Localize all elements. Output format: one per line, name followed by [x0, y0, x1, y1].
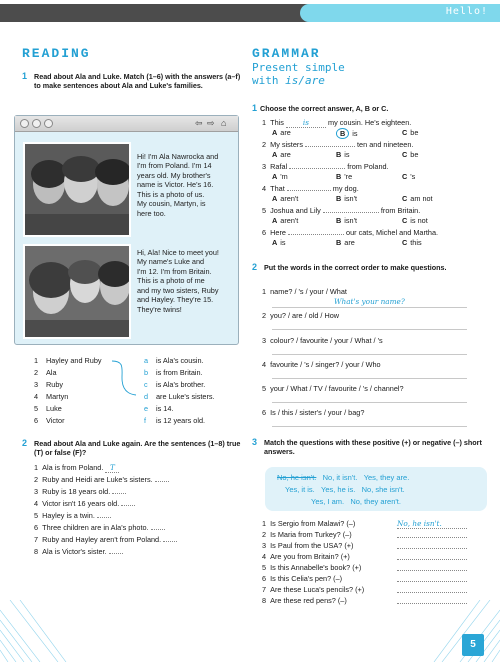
scrambled-words: name? / 's / your / What [270, 287, 347, 296]
short-answer-field[interactable] [397, 530, 467, 538]
tf-sentence: Ala is from Poland. [42, 463, 104, 472]
luke-family-photo [23, 244, 131, 339]
option-c[interactable]: C be [402, 150, 419, 159]
short-answer-field[interactable] [397, 574, 467, 582]
option-a[interactable]: A are [272, 150, 291, 159]
option-a[interactable]: A aren't [272, 216, 299, 225]
reading-ex1-instruction: 1 Read about Ala and Luke. Match (1–6) with the answers (a–f) to make sentences about Ala and Luke's families. [22, 71, 241, 90]
match-right-item: are Luke's sisters. [156, 392, 215, 401]
short-answer-field[interactable] [397, 552, 467, 560]
mc-fill-field[interactable] [289, 168, 345, 169]
answer-line[interactable] [272, 426, 467, 427]
scrambled-words: colour? / favourite / your / What / 's [270, 336, 383, 345]
match-num: 1 [34, 356, 39, 365]
word-order-list: 1 name? / 's / your / What What's your name? 2 you? / are / old / How 3 colour? / favourite / your / What / 's 4 favourite / 's / singer? / your / Who 5 your / What / TV / favourite / 's / channel? 6 Is / this / sister's / your / bag? [262, 287, 492, 437]
grammar-ex1-instruction: 1 Choose the correct answer, A, B or C. [252, 103, 389, 113]
short-answer-field[interactable] [397, 563, 467, 571]
match-left-item: Martyn [46, 392, 69, 401]
short-answer-option: Yes, they are. [363, 473, 410, 482]
short-answer-option: No, he isn't. [277, 473, 317, 482]
match-right-item: is from Britain. [156, 368, 203, 377]
ala-family-photo [23, 142, 131, 237]
match-connector-line [112, 358, 137, 398]
page-number: 5 [462, 634, 484, 656]
luke-post: Hi, Ala! Nice to meet you! My name's Luke and I'm 12. I'm from Britain. This is a photo of me and my two sisters, Ruby and Hayley. They're 15. They're twins! [137, 248, 219, 314]
short-answer-questions: 1 Is Sergio from Malawi? (–) No, he isn't. 2 Is Maria from Turkey? (–) 3 Is Paul from the USA? (+) 4 Are you from Britain? (+) 5 Is this Annabelle's book? (+) 6 Is this Celia's pen? (–) 7 Are these Luca's pencils? (+) 8 Are these red pens? (–) [262, 519, 492, 615]
match-num: 2 [34, 368, 39, 377]
short-answer-option: Yes, it is. [285, 485, 315, 494]
option-c[interactable]: C this [402, 238, 422, 247]
reading-title: READING [22, 46, 91, 61]
answer-line[interactable] [272, 329, 467, 330]
option-b[interactable]: B is [336, 150, 350, 159]
tf-answer-field[interactable] [151, 529, 165, 530]
match-left-item: Luke [46, 404, 62, 413]
forward-arrow-icon[interactable]: ⇨ [207, 118, 215, 128]
answer-line[interactable] [272, 402, 467, 403]
option-a[interactable]: A are [272, 128, 291, 137]
match-left-item: Victor [46, 416, 65, 425]
tf-sentence: Victor isn't 16 years old. [42, 499, 120, 508]
tf-sentence: Ruby and Heidi are Luke's sisters. [42, 475, 153, 484]
answer-line[interactable] [272, 378, 467, 379]
option-b[interactable]: B is [336, 128, 358, 139]
mc-fill-field[interactable] [287, 190, 331, 191]
scrambled-words: Is / this / sister's / your / bag? [270, 408, 365, 417]
scrambled-words: you? / are / old / How [270, 311, 340, 320]
tf-answer-field[interactable] [163, 541, 177, 542]
multiple-choice-list: 1 This is my cousin. He's eighteen. A are B is C be 2 My sisters ten and nineteen. A are B is C be 3 Rafal from Poland. A 'm B 're C 's 4 That my dog. A aren't B isn't C am not 5 Joshua and Lily from Britain. A aren't B isn't C is not 6 Here our cats, Michel and Martha. A is B are C this [262, 118, 439, 247]
top-banner [0, 4, 500, 22]
tf-sentence: Ruby and Hayley aren't from Poland. [42, 535, 162, 544]
short-answer-option: Yes, I am. [311, 497, 345, 506]
question-text: Is this Annabelle's book? (+) [270, 563, 362, 572]
window-button-icon[interactable] [32, 119, 41, 128]
matching-list: 1 Hayley and Ruby 2 Ala 3 Ruby 4 Martyn 5 Luke 6 Victor a is Ala's cousin. b is from Britain. c is Ala's brother. d are Luke's sisters. e is 14. f is 12 years old. [34, 356, 215, 425]
tf-sentence: Three children are in Ala's photo. [42, 523, 149, 532]
match-left-item: Hayley and Ruby [46, 356, 102, 365]
browser-window [14, 115, 239, 345]
option-b[interactable]: B isn't [336, 216, 358, 225]
match-num: 5 [34, 404, 39, 413]
question-text: Are you from Britain? (+) [270, 552, 350, 561]
option-c[interactable]: C is not [402, 216, 428, 225]
question-text: Is Maria from Turkey? (–) [270, 530, 352, 539]
short-answer-field[interactable] [397, 585, 467, 593]
tf-answer-field[interactable] [155, 481, 169, 482]
browser-toolbar [15, 116, 238, 132]
match-right-item: is Ala's cousin. [156, 356, 204, 365]
reading-ex2-instruction: 2 Read about Ala and Luke again. Are the sentences (1–8) true (T) or false (F)? [22, 438, 241, 457]
match-right-item: is Ala's brother. [156, 380, 206, 389]
tf-sentence: Hayley is a twin. [42, 511, 95, 520]
mc-fill-field[interactable]: is [286, 118, 326, 128]
tf-answer-field[interactable] [109, 553, 123, 554]
grammar-subtitle: Present simple with is/are [252, 61, 345, 87]
answer-line[interactable] [272, 307, 467, 308]
tf-answer-field[interactable] [97, 517, 111, 518]
option-c[interactable]: C be [402, 128, 419, 137]
option-b[interactable]: B 're [336, 172, 353, 181]
short-answer-field[interactable]: No, he isn't. [397, 519, 467, 529]
option-c[interactable]: C 's [402, 172, 416, 181]
short-answer-option: No, it isn't. [322, 473, 358, 482]
unit-title: Hello! [445, 6, 488, 17]
tf-answer-field[interactable]: T [105, 463, 119, 473]
option-a[interactable]: A is [272, 238, 286, 247]
back-arrow-icon[interactable]: ⇦ [195, 118, 203, 128]
match-right-item: is 12 years old. [156, 416, 206, 425]
option-a[interactable]: A 'm [272, 172, 288, 181]
window-button-icon[interactable] [20, 119, 29, 128]
scrambled-words: your / What / TV / favourite / 's / channel? [270, 384, 404, 393]
mc-fill-field[interactable] [323, 212, 379, 213]
answer-line[interactable] [272, 354, 467, 355]
grammar-title: GRAMMAR [252, 46, 321, 61]
scrambled-words: favourite / 's / singer? / your / Who [270, 360, 381, 369]
tf-answer-field[interactable] [121, 505, 135, 506]
word-order-answer[interactable]: What's your name? [334, 297, 405, 306]
match-right-item: is 14. [156, 404, 174, 413]
short-answer-option: No, she isn't. [361, 485, 405, 494]
tf-sentence: Ala is Victor's sister. [42, 547, 107, 556]
ala-post: Hi! I'm Ala Nawrocka and I'm from Poland. I'm 14 years old. My brother's name is Victor. He's 16. This is a photo of us. My cousin, Martyn, is here too. [137, 152, 219, 218]
mc-fill-field[interactable] [305, 146, 355, 147]
short-answer-option: Yes, he is. [321, 485, 356, 494]
match-num: 4 [34, 392, 39, 401]
short-answer-option: No, they aren't. [350, 497, 401, 506]
option-b[interactable]: B isn't [336, 194, 358, 203]
tf-sentence: Ruby is 18 years old. [42, 487, 111, 496]
match-left-item: Ala [46, 368, 57, 377]
short-answer-field[interactable] [397, 541, 467, 549]
tf-answer-field[interactable] [112, 493, 126, 494]
question-text: Are these red pens? (–) [270, 596, 347, 605]
question-text: Is Sergio from Malawi? (–) [270, 519, 356, 528]
option-c[interactable]: C am not [402, 194, 433, 203]
bottom-decoration [0, 600, 500, 662]
question-text: Is Paul from the USA? (+) [270, 541, 354, 550]
short-answers-box [265, 467, 487, 511]
mc-fill-field[interactable] [288, 234, 344, 235]
question-text: Is this Celia's pen? (–) [270, 574, 343, 583]
match-num: 3 [34, 380, 39, 389]
match-num: 6 [34, 416, 39, 425]
option-b[interactable]: B are [336, 238, 355, 247]
question-text: Are these Luca's pencils? (+) [270, 585, 365, 594]
grammar-ex2-instruction: 2 Put the words in the correct order to make questions. [252, 262, 447, 272]
home-icon[interactable]: ⌂ [221, 118, 227, 128]
grammar-ex3-instruction: 3 Match the questions with these positive (+) or negative (–) short answers. [252, 437, 482, 456]
window-button-icon[interactable] [44, 119, 53, 128]
option-a[interactable]: A aren't [272, 194, 299, 203]
match-left-item: Ruby [46, 380, 64, 389]
